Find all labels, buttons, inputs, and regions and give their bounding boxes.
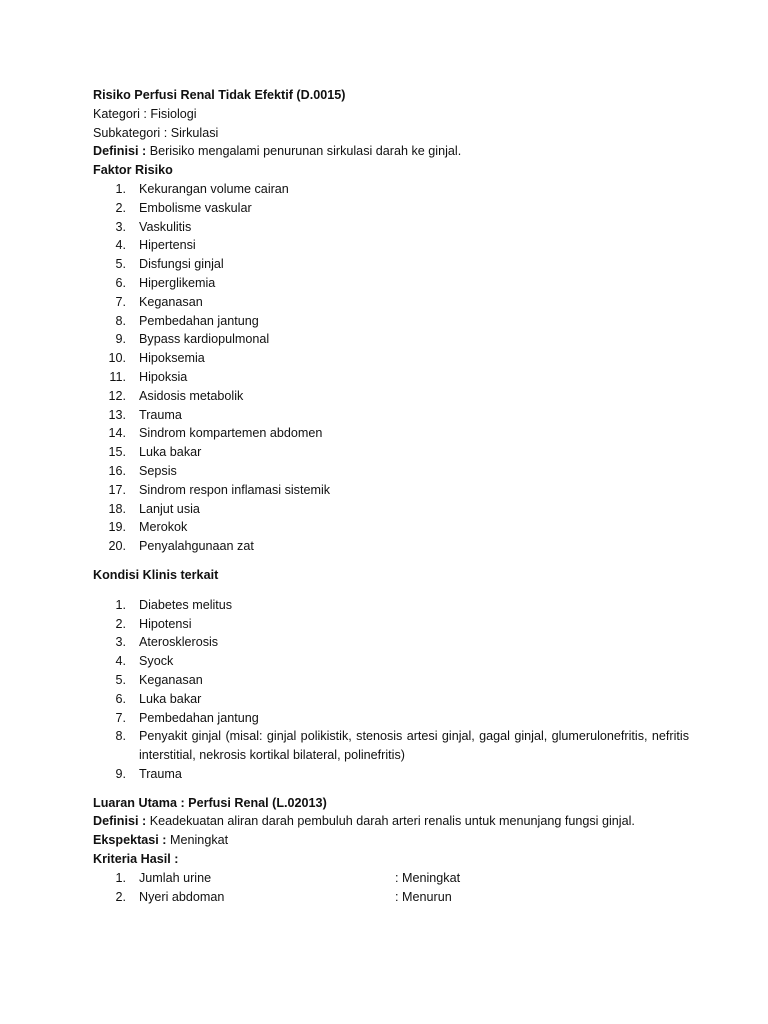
luaran-title: Luaran Utama : Perfusi Renal (L.02013) xyxy=(93,795,327,810)
luaran-definisi-text: Keadekuatan aliran darah pembuluh darah arteri renalis untuk menunjang fungsi ginjal. xyxy=(149,814,635,829)
luaran-definisi-label: Definisi : xyxy=(93,814,147,829)
list-item: 1. Jumlah urine : Meningkat xyxy=(115,870,461,885)
diagnosis-kategori: Kategori : Fisiologi xyxy=(93,106,197,121)
ekspektasi-text: Meningkat xyxy=(170,833,229,848)
list-item: 3. Aterosklerosis xyxy=(115,635,219,650)
list-item: 5. Disfungsi ginjal xyxy=(115,257,224,272)
list-item: 5. Keganasan xyxy=(115,672,203,687)
faktor-risiko-list xyxy=(93,180,693,556)
diagnosis-subkategori: Subkategori : Sirkulasi xyxy=(93,125,219,140)
list-item: 8. Penyakit ginjal (misal: ginjal polikistik, stenosis artesi ginjal, gagal ginjal, glumerulonefritis, nefritis interstitial, nekrosis kortikal bilateral, polinefritis) xyxy=(115,729,689,763)
list-item: 12. Asidosis metabolik xyxy=(108,388,244,403)
diagnosis-title: Risiko Perfusi Renal Tidak Efektif (D.0015) xyxy=(93,88,346,102)
list-item: 6. Hiperglikemia xyxy=(115,275,216,290)
ekspektasi-label: Ekspektasi : xyxy=(93,833,167,848)
list-item: 6. Luka bakar xyxy=(115,691,202,706)
list-item: 1. Kekurangan volume cairan xyxy=(115,181,289,196)
list-item: 10. Hipoksemia xyxy=(108,351,205,366)
list-item: 2. Hipotensi xyxy=(115,616,192,631)
list-item: 1. Diabetes melitus xyxy=(115,597,233,612)
list-item: 11. Hipoksia xyxy=(109,369,188,384)
list-item: 19. Merokok xyxy=(108,520,188,535)
list-item: 9. Bypass kardiopulmonal xyxy=(115,332,270,347)
definisi-text: Berisiko mengalami penurunan sirkulasi darah ke ginjal. xyxy=(149,144,462,159)
document-page xyxy=(93,86,693,906)
definisi-label: Definisi : xyxy=(93,144,147,159)
list-item: 15. Luka bakar xyxy=(108,445,202,460)
list-item: 2. Nyeri abdoman : Menurun xyxy=(115,889,452,904)
list-item: 4. Hipertensi xyxy=(115,238,196,253)
list-item: 8. Pembedahan jantung xyxy=(115,313,259,328)
faktor-risiko-heading: Faktor Risiko xyxy=(93,163,173,178)
list-item: 7. Pembedahan jantung xyxy=(115,710,259,725)
list-item: 4. Syock xyxy=(115,654,174,669)
diagnosis-definisi xyxy=(93,142,693,161)
luaran-definisi xyxy=(93,812,693,831)
list-item: 13. Trauma xyxy=(108,407,182,422)
luaran-ekspektasi xyxy=(93,831,693,850)
list-item: 9. Trauma xyxy=(115,766,182,781)
kondisi-klinis-list xyxy=(93,596,693,784)
kriteria-heading: Kriteria Hasil : xyxy=(93,852,179,867)
list-item: 3. Vaskulitis xyxy=(115,219,192,234)
kondisi-klinis-heading: Kondisi Klinis terkait xyxy=(93,567,219,582)
list-item: 20. Penyalahgunaan zat xyxy=(108,539,254,554)
list-item: 7. Keganasan xyxy=(115,294,203,309)
list-item: 14. Sindrom kompartemen abdomen xyxy=(108,426,323,441)
list-item: 18. Lanjut usia xyxy=(108,501,200,516)
list-item: 2. Embolisme vaskular xyxy=(115,200,252,215)
list-item: 16. Sepsis xyxy=(108,463,177,478)
kriteria-list xyxy=(93,869,693,907)
list-item: 17. Sindrom respon inflamasi sistemik xyxy=(108,482,331,497)
